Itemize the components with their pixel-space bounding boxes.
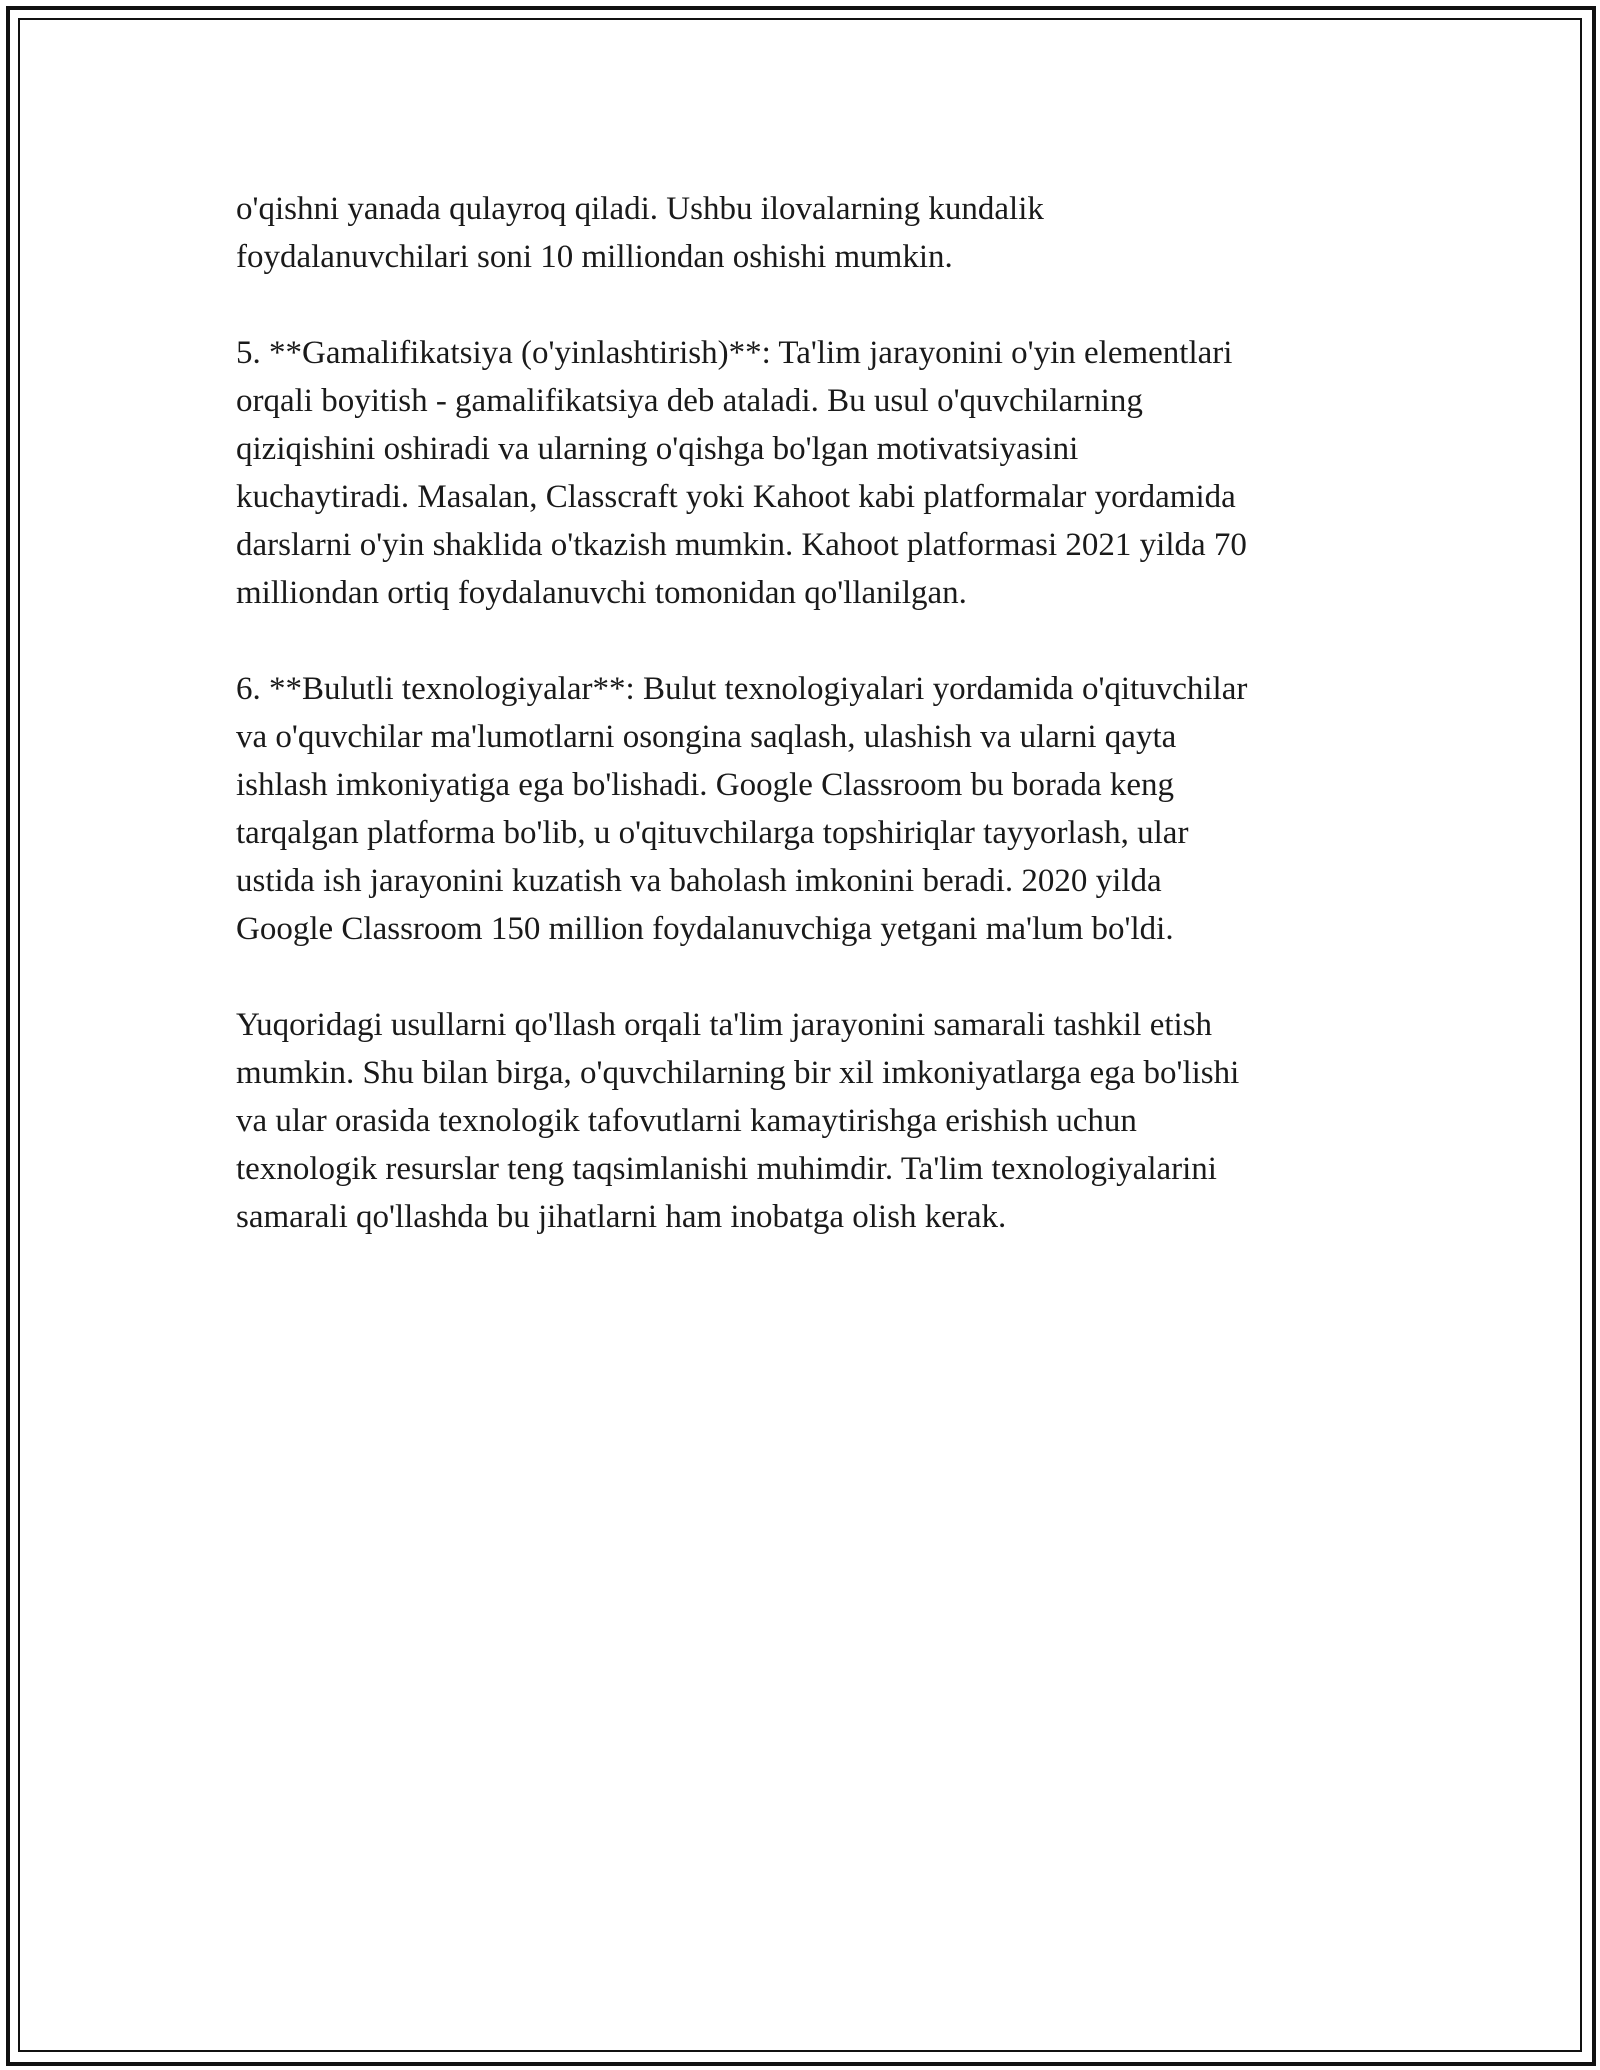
text-line: milliondan ortiq foydalanuvchi tomonidan qo'llanilgan. [236,575,967,611]
text-line: qiziqishini oshiradi va ularning o'qishga bo'lgan motivatsiyasini [236,431,1079,467]
paragraph-cloud-technologies [236,665,1386,953]
text-line: Google Classroom 150 million foydalanuvchiga yetgani ma'lum bo'ldi. [236,911,1174,947]
text-line: samarali qo'llashda bu jihatlarni ham inobatga olish kerak. [236,1199,1007,1235]
text-line: darslarni o'yin shaklida o'tkazish mumkin. Kahoot platformasi 2021 yilda 70 [236,527,1247,563]
paragraph-app-usage [236,185,1386,281]
text-line: Yuqoridagi usullarni qo'llash orqali ta'lim jarayonini samarali tashkil etish [236,1007,1213,1043]
text-line: 5. **Gamalifikatsiya (o'yinlashtirish)**: Ta'lim jarayonini o'yin elementlari [236,335,1233,371]
text-line: o'qishni yanada qulayroq qiladi. Ushbu ilovalarning kundalik [236,191,1044,227]
text-line: mumkin. Shu bilan birga, o'quvchilarning bir xil imkoniyatlarga ega bo'lishi [236,1055,1240,1091]
text-line: ishlash imkoniyatiga ega bo'lishadi. Google Classroom bu borada keng [236,767,1175,803]
text-line: texnologik resurslar teng taqsimlanishi muhimdir. Ta'lim texnologiyalarini [236,1151,1217,1187]
text-line: 6. **Bulutli texnologiyalar**: Bulut texnologiyalari yordamida o'qituvchilar [236,671,1248,707]
text-line: orqali boyitish - gamalifikatsiya deb ataladi. Bu usul o'quvchilarning [236,383,1143,419]
text-line: va ular orasida texnologik tafovutlarni kamaytirishga erishish uchun [236,1103,1137,1139]
paragraph-conclusion [236,1001,1386,1241]
text-line: ustida ish jarayonini kuzatish va baholash imkonini beradi. 2020 yilda [236,863,1162,899]
paragraph-gamification [236,329,1386,617]
text-line: foydalanuvchilari soni 10 milliondan oshishi mumkin. [236,239,953,275]
text-line: tarqalgan platforma bo'lib, u o'qituvchilarga topshiriqlar tayyorlash, ular [236,815,1189,851]
document-body [236,185,1386,1289]
text-line: kuchaytiradi. Masalan, Classcraft yoki Kahoot kabi platformalar yordamida [236,479,1236,515]
text-line: va o'quvchilar ma'lumotlarni osongina saqlash, ulashish va ularni qayta [236,719,1177,755]
